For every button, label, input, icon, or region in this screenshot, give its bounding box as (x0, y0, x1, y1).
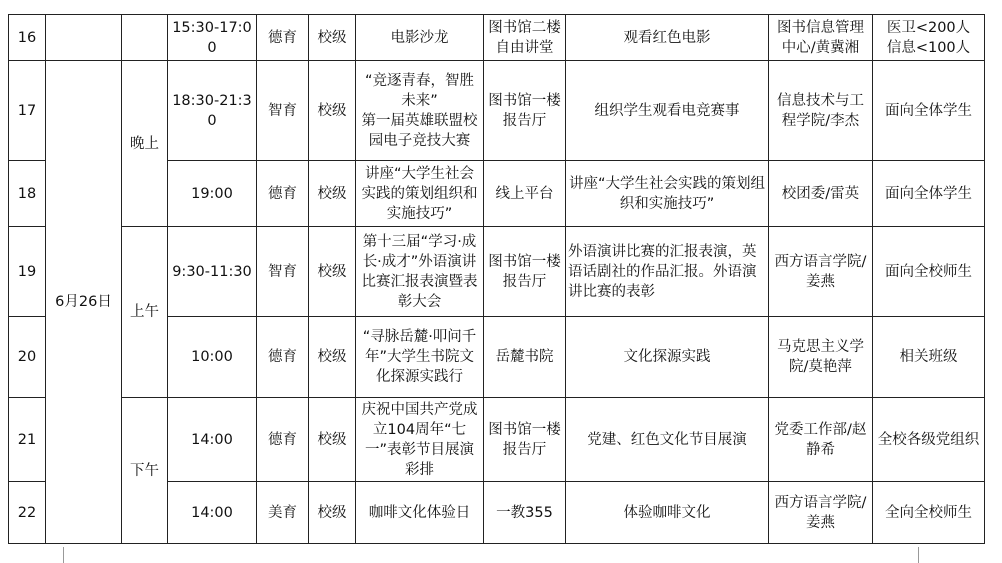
date-cell: 6月26日 (46, 61, 122, 544)
category-cell: 智育 (257, 227, 309, 317)
content-cell: 外语演讲比赛的汇报表演，英语话剧社的作品汇报。外语演讲比赛的表彰 (566, 227, 769, 317)
category-cell: 德育 (257, 317, 309, 398)
audience-cell: 面向全体学生 (873, 161, 985, 227)
level-cell: 校级 (309, 15, 356, 61)
activity-name: “竞逐青春，智胜未来” 第一届英雄联盟校园电子竞技大赛 (356, 61, 484, 161)
table-row (9, 15, 985, 61)
category-cell: 德育 (257, 398, 309, 482)
row-number: 19 (9, 227, 46, 317)
content-cell: 体验咖啡文化 (566, 482, 769, 544)
audience-cell: 面向全校师生 (873, 227, 985, 317)
venue-cell: 线上平台 (484, 161, 566, 227)
level-cell: 校级 (309, 61, 356, 161)
category-cell: 美育 (257, 482, 309, 544)
content-cell: 组织学生观看电竞赛事 (566, 61, 769, 161)
audience-cell: 全向全校师生 (873, 482, 985, 544)
activity-name: “寻脉岳麓·叩问千年”大学生书院文化探源实践行 (356, 317, 484, 398)
row-number: 20 (9, 317, 46, 398)
organizer-cell: 信息技术与工程学院/李杰 (769, 61, 873, 161)
organizer-cell: 党委工作部/赵静希 (769, 398, 873, 482)
venue-cell: 一教355 (484, 482, 566, 544)
category-cell: 智育 (257, 61, 309, 161)
venue-cell: 图书馆一楼报告厅 (484, 398, 566, 482)
content-cell: 文化探源实践 (566, 317, 769, 398)
table-row (9, 227, 985, 317)
venue-cell: 图书馆一楼报告厅 (484, 61, 566, 161)
time-cell: 19:00 (168, 161, 257, 227)
audience-cell: 医卫<200人 信息<100人 (873, 15, 985, 61)
row-number: 21 (9, 398, 46, 482)
content-cell: 党建、红色文化节目展演 (566, 398, 769, 482)
content-cell: 观看红色电影 (566, 15, 769, 61)
time-cell: 18:30-21:30 (168, 61, 257, 161)
level-cell: 校级 (309, 227, 356, 317)
category-cell: 德育 (257, 161, 309, 227)
audience-cell: 全校各级党组织 (873, 398, 985, 482)
time-slot: 晚上 (122, 61, 168, 227)
row-number: 17 (9, 61, 46, 161)
organizer-cell: 西方语言学院/姜燕 (769, 227, 873, 317)
row-number: 18 (9, 161, 46, 227)
time-cell: 14:00 (168, 482, 257, 544)
venue-cell: 图书馆二楼自由讲堂 (484, 15, 566, 61)
venue-cell: 岳麓书院 (484, 317, 566, 398)
time-slot (122, 15, 168, 61)
level-cell: 校级 (309, 398, 356, 482)
table-row (9, 398, 985, 482)
time-slot: 下午 (122, 398, 168, 544)
level-cell: 校级 (309, 161, 356, 227)
venue-cell: 图书馆一楼报告厅 (484, 227, 566, 317)
organizer-cell: 马克思主义学院/莫艳萍 (769, 317, 873, 398)
time-slot: 上午 (122, 227, 168, 398)
time-cell: 15:30-17:00 (168, 15, 257, 61)
table-row (9, 61, 985, 161)
organizer-cell: 西方语言学院/姜燕 (769, 482, 873, 544)
activity-name: 电影沙龙 (356, 15, 484, 61)
activity-name: 第十三届“学习·成长·成才”外语演讲比赛汇报表演暨表彰大会 (356, 227, 484, 317)
category-cell: 德育 (257, 15, 309, 61)
row-number: 22 (9, 482, 46, 544)
crop-mark (918, 547, 919, 563)
row-number: 16 (9, 15, 46, 61)
activity-name: 咖啡文化体验日 (356, 482, 484, 544)
date-cell (46, 15, 122, 61)
content-cell: 讲座“大学生社会实践的策划组织和实施技巧” (566, 161, 769, 227)
time-cell: 9:30-11:30 (168, 227, 257, 317)
level-cell: 校级 (309, 482, 356, 544)
time-cell: 14:00 (168, 398, 257, 482)
crop-mark (63, 547, 64, 563)
time-cell: 10:00 (168, 317, 257, 398)
audience-cell: 面向全体学生 (873, 61, 985, 161)
activity-name: 讲座“大学生社会实践的策划组织和实施技巧” (356, 161, 484, 227)
level-cell: 校级 (309, 317, 356, 398)
audience-cell: 相关班级 (873, 317, 985, 398)
organizer-cell: 校团委/雷英 (769, 161, 873, 227)
schedule-table (8, 14, 985, 544)
activity-name: 庆祝中国共产党成立104周年“七一”表彰节目展演彩排 (356, 398, 484, 482)
organizer-cell: 图书信息管理中心/黄冀湘 (769, 15, 873, 61)
